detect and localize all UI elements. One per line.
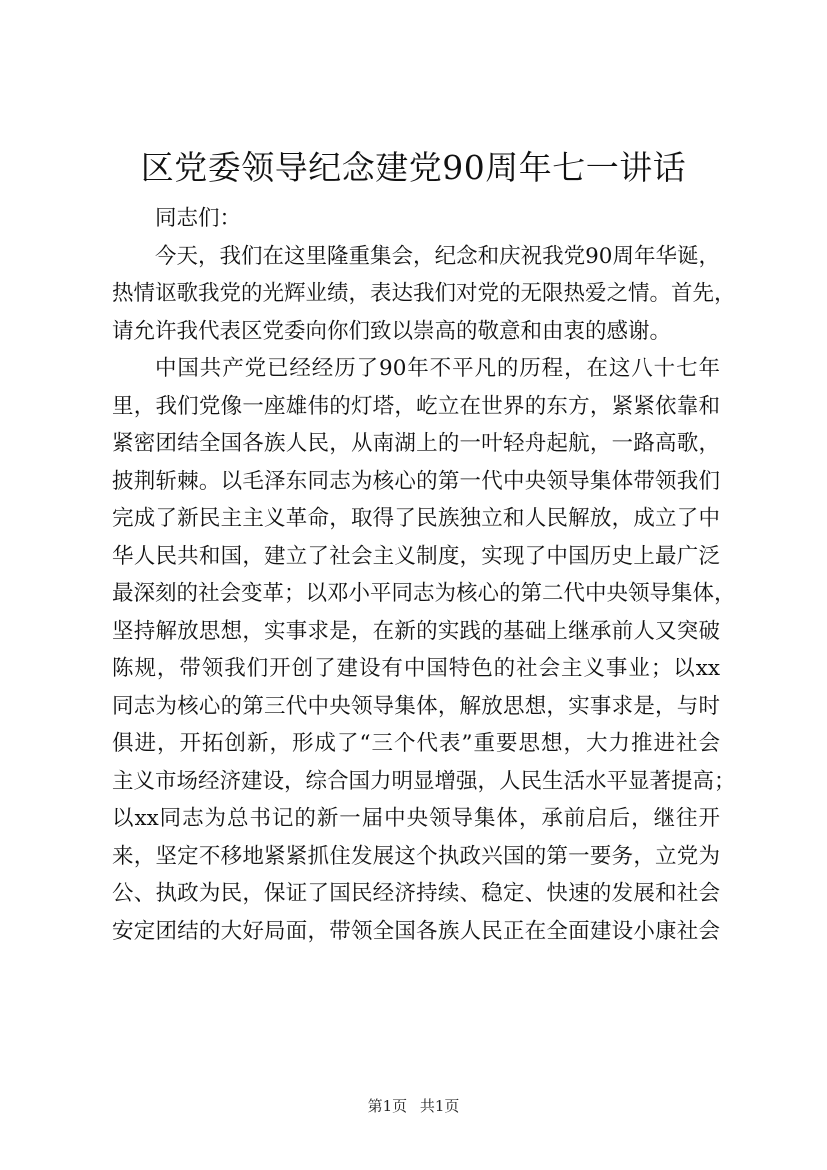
- paragraph-line: 最深刻的社会变革；以邓小平同志为核心的第二代中央领导集体，: [112, 581, 736, 606]
- paragraph-line: 披荆斩棘。以毛泽东同志为核心的第一代中央领导集体带领我们: [112, 468, 720, 494]
- salutation-line: 同志们：: [155, 206, 242, 231]
- paragraph-line: 主义市场经济建设，综合国力明显增强，人民生活水平显著提高；: [112, 768, 736, 794]
- page-number-current: 第1页: [367, 1097, 408, 1115]
- paragraph-line: 陈规，带领我们开创了建设有中国特色的社会主义事业；以xx: [112, 656, 720, 681]
- page-footer: [0, 1096, 827, 1116]
- paragraph-line: 以xx同志为总书记的新一届中央领导集体，承前启后，继往开: [112, 806, 720, 831]
- paragraph-line: 华人民共和国，建立了社会主义制度，实现了中国历史上最广泛: [112, 543, 720, 569]
- paragraph-line: 俱进，开拓创新，形成了“三个代表”重要思想，大力推进社会: [112, 731, 720, 756]
- paragraph-line: 请允许我代表区党委向你们致以崇高的敬意和由衷的感谢。: [112, 318, 672, 344]
- paragraph-line: 同志为核心的第三代中央领导集体，解放思想，实事求是，与时: [112, 693, 720, 719]
- paragraph-line: 紧密团结全国各族人民，从南湖上的一叶轻舟起航，一路高歌，: [112, 431, 720, 456]
- paragraph-line: 里，我们党像一座雄伟的灯塔，屹立在世界的东方，紧紧依靠和: [112, 393, 720, 419]
- document-title: 区党委领导纪念建党90周年七一讲话: [140, 148, 687, 187]
- paragraph-line: 来，坚定不移地紧紧抓住发展这个执政兴国的第一要务，立党为: [112, 843, 720, 869]
- document-body: [112, 200, 736, 950]
- paragraph-line: 今天，我们在这里隆重集会，纪念和庆祝我党90周年华诞，: [155, 243, 720, 269]
- page-number-total: 共1页: [419, 1097, 460, 1115]
- paragraph-line: 热情讴歌我党的光辉业绩，表达我们对党的无限热爱之情。首先，: [112, 281, 736, 306]
- paragraph-line: 完成了新民主主义革命，取得了民族独立和人民解放，成立了中: [112, 506, 720, 531]
- paragraph-line: 坚持解放思想，实事求是，在新的实践的基础上继承前人又突破: [112, 618, 720, 644]
- paragraph-line: 安定团结的大好局面，带领全国各族人民正在全面建设小康社会: [112, 918, 720, 944]
- paragraph-line: 公、执政为民，保证了国民经济持续、稳定、快速的发展和社会: [112, 881, 720, 906]
- paragraph-line: 中国共产党已经经历了90年不平凡的历程，在这八十七年: [155, 356, 720, 381]
